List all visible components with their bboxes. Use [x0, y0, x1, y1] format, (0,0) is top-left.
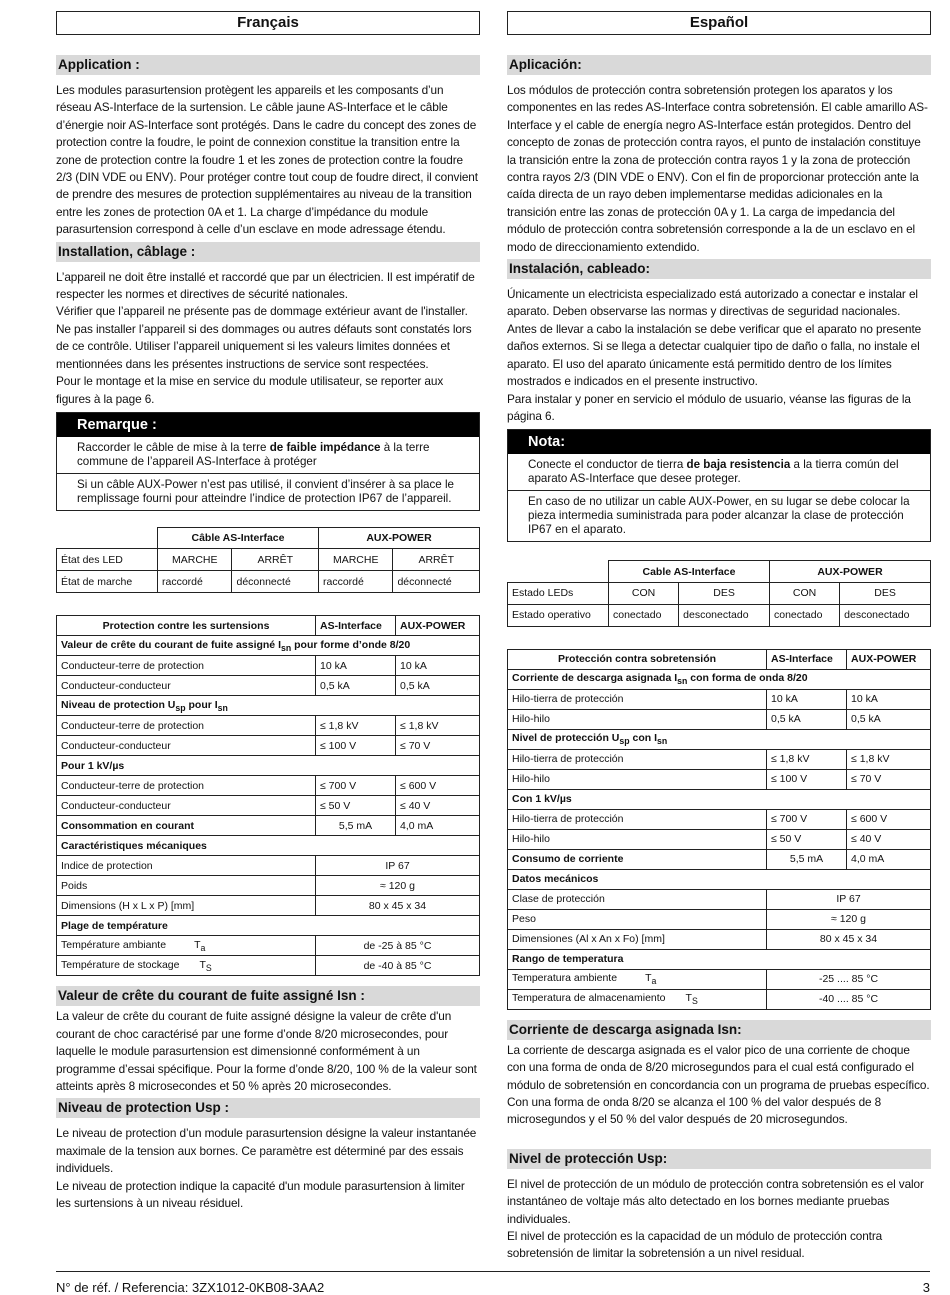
table-row: Consumo de corriente 5,5 mA 4,0 mA: [508, 849, 931, 869]
table-row: Temperatura de almacenamiento $T_S$ -40 .... 85 °C: [508, 989, 931, 1009]
table-row: Conducteur-conducteur ≤ 50 V ≤ 40 V: [57, 796, 480, 816]
usp-text-es-2: El nivel de protección es la capacidad de un módulo de protección contra sobretensión de limitar la sobretensión a un nivel residual.: [507, 1229, 883, 1261]
installation-text-1: L’appareil ne doit être installé et raccordé que par un électricien. Il est impératif de respecter les normes et directives de sécurité nationales.: [56, 269, 475, 302]
usp-text-1: Le niveau de protection d’un module parasurtension désigne la valeur instantanée maximale de la tension aux bornes. Ce paramètre est déterminé par des essais individuels.: [56, 1126, 477, 1176]
table-row: Protection contre les surtensions AS-Interface AUX-POWER: [57, 616, 480, 636]
spec-table: Protection contre les surtensions AS-Interface AUX-POWER Valeur de crête du courant de fuite assigné $I_{sn}$ pour forme d’onde 8/20 Conducteur-terre de protection 10 kA 10 kA Conducteur-conducteur 0,5 kA 0,5 kA Niveau de protection $U_{sp}$ pour $I_{sn}$ Conducteur-terre de protection ≤ 1,8 kV ≤ 1,8 kV Conducteur-conducteur ≤ 100 V ≤ 70 V Pour 1 kV/µs Conducteur-terre de protection ≤ 700 V ≤ 600 V Conducteur-conducteur ≤ 50 V ≤ 40 V Consommation en courant 5,5 mA 4,0 mA Caractéristiques mécaniques Indice de protection IP 67 Poids ≈ 120 g Dimensions (H x L x P) [mm] 80 x 45 x 34 Plage de température Température ambiante $T_a$ de -25 à 85 °C Température de stockage $T_S$ de -40 à 85 °C: [56, 615, 480, 976]
instalacion-heading: Instalación, cableado:: [507, 259, 931, 279]
nota-box: [507, 429, 931, 542]
table-row: Conducteur-conducteur 0,5 kA 0,5 kA: [57, 676, 480, 696]
status-table: [56, 527, 480, 594]
table-row: Consommation en courant 5,5 mA 4,0 mA: [57, 816, 480, 836]
table-row: Dimensions (H x L x P) [mm] 80 x 45 x 34: [57, 896, 480, 916]
footer-divider: [56, 1271, 930, 1272]
table-row: Poids ≈ 120 g: [57, 876, 480, 896]
table-row: État des LED MARCHE ARRÊT MARCHE ARRÊT: [57, 549, 480, 571]
note-title: Remarque :: [57, 413, 479, 437]
isn-heading: Valeur de crête du courant de fuite assigné Isn :: [56, 986, 480, 1006]
spanish-header: Español: [507, 11, 931, 35]
table-row: Hilo-tierra de protección ≤ 1,8 kV ≤ 1,8 kV: [508, 749, 931, 769]
table-row: Hilo-hilo ≤ 100 V ≤ 70 V: [508, 769, 931, 789]
instalacion-text-1: Únicamente un electricista especializado está autorizado a conectar e instalar el aparato. Deben observarse las normas y directivas de seguridad nacionales.: [507, 287, 918, 319]
table-row: Conducteur-conducteur ≤ 100 V ≤ 70 V: [57, 736, 480, 756]
table-row: Hilo-hilo ≤ 50 V ≤ 40 V: [508, 829, 931, 849]
table-row: Conducteur-terre de protection ≤ 700 V ≤ 600 V: [57, 776, 480, 796]
status-header-cable: Câble AS-Interface: [158, 527, 319, 549]
table-row: Estado LEDs CON DES CON DES: [508, 582, 931, 604]
footer-reference: N° de réf. / Referencia: 3ZX1012-0KB08-3AA2: [56, 1280, 325, 1295]
table-row: Peso ≈ 120 g: [508, 909, 931, 929]
table-row: Hilo-tierra de protección ≤ 700 V ≤ 600 V: [508, 809, 931, 829]
nota-item-tierra: Conecte el conductor de tierra de baja resistencia a la tierra común del aparato AS-Interface que desee proteger.: [528, 458, 899, 486]
nota-item-aux-power: En caso de no utilizar un cable AUX-Power, en su lugar se debe colocar la pieza intermedia suministrada para poder alcanzar la clase de protección IP67 en el aparato.: [508, 490, 930, 541]
application-text: Les modules parasurtension protègent les appareils et les composants d’un réseau AS-Interface de la surtension. Le câble jaune AS-Interface et le câble d’énergie noir AS-Interface sont protégés. Dans le cadre du concept des zones de protection contre la foudre, le point de connexion constitue la transition entre la zone de protection contre la foudre 1 et les zones de protection contre la foudre 2/3 (DIN VDE ou ENV). Pour protéger contre tout coup de foudre direct, il convient de prendre des mesures de protection supplémentaires au niveau de la transition entre les zones de protection 0A et 1. La charge d’impédance du module parasurtension correspond à celle d’un esclave en mode adressage étendu.: [56, 83, 478, 237]
table-row: Indice de protection IP 67: [57, 856, 480, 876]
isn-text-es-1: La corriente de descarga asignada es el valor pico de una corriente de choque con una forma de onda de 8/20 microsegundos para el cual está configurado el módulo de sobretensión en concordancia con un programa de pruebas específico.: [507, 1042, 930, 1092]
table-row: Hilo-tierra de protección 10 kA 10 kA: [508, 689, 931, 709]
table-row: Température ambiante $T_a$ de -25 à 85 °C: [57, 936, 480, 956]
table-row: Protección contra sobretensión AS-Interface AUX-POWER: [508, 649, 931, 669]
note-item-ground: Raccorder le câble de mise à la terre de faible impédance à la terre commune de l’appareil AS-Interface à protéger: [77, 440, 430, 468]
application-heading: Application :: [56, 55, 480, 75]
aplicacion-text: Los módulos de protección contra sobretensión protegen los aparatos y los componentes en las redes AS-Interface contra sobretensión. El cable amarillo AS-Interface y el cable de energía negro AS-Interface están protegidos. Dentro del concepto de zonas de protección contra rayos, el punto de instalación constituye la transición entre la zona de protección contra rayos 1 y la zona de protección contra rayos 2/3 (DIN VDE o ENV). Con el fin de proporcionar protección ante la caída directa de un rayo deben implementarse medidas adicionales en la transición entre las zonas de protección 0A y 1. La carga de impedancia del módulo de protección contra sobretensión corresponde a la de un esclavo en el modo de direccionamiento extendido.: [507, 83, 928, 254]
status-header-aux: AUX-POWER: [318, 527, 479, 549]
french-column: [56, 11, 480, 1212]
isn-heading-es: Corriente de descarga asignada Isn:: [507, 1020, 931, 1040]
isn-text-es-2: Con una forma de onda 8/20 se alcanza el 100 % del valor después de 8 microsegundos y el 50 % del valor después de 20 microsegundos.: [507, 1095, 882, 1127]
isn-text: La valeur de crête du courant de fuite assigné désigne la valeur de crête d'un courant de choc caractérisé par une forme d’onde 8/20 microsecondes, pour laquelle le module parasurtension est dimensionné conformément à un programme d’essai spécifique. Pour la forme d’onde 8/20, 100 % de la valeur sont atteints après 8 microsecondes et 50 % après 20 microsecondes.: [56, 1009, 477, 1094]
usp-text-es-1: El nivel de protección de un módulo de protección contra sobretensión es el valor instantáneo de voltaje más alto detectado en los bornes mediante pruebas individuales.: [507, 1176, 924, 1226]
table-row: Température de stockage $T_S$ de -40 à 85 °C: [57, 956, 480, 976]
table-row: Conducteur-terre de protection 10 kA 10 kA: [57, 656, 480, 676]
table-row: Estado operativo conectado desconectado conectado desconectado: [508, 604, 931, 626]
spanish-column: [507, 11, 931, 1263]
table-row: Dimensiones (Al x An x Fo) [mm] 80 x 45 x 34: [508, 929, 931, 949]
estado-header-aux: AUX-POWER: [769, 561, 930, 583]
installation-text-3: Pour le montage et la mise en service du module utilisateur, se reporter aux figures à la page 6.: [56, 374, 444, 406]
french-header: Français: [56, 11, 480, 35]
instalacion-text-2: Antes de llevar a cabo la instalación se debe verificar que el aparato no presente daños externos. Si se llega a detectar cualquier tipo de daño o falla, no instale el aparato. El uso del aparato únicamente está permitido dentro de los límites mostrados e indicados en el presente instructivo.: [507, 321, 922, 389]
estado-table: [507, 560, 931, 627]
instalacion-text-3: Para instalar y poner en servicio el módulo de usuario, véanse las figuras de la página 6.: [507, 391, 911, 423]
usp-heading: Niveau de protection Usp :: [56, 1098, 480, 1118]
installation-text-2: Vérifier que l’appareil ne présente pas de dommage extérieur avant de l'installer. Ne pas installer l’appareil si des dommages ou autres défauts sont constatés lors de ce contrôle. Utiliser l’appareil uniquement si les valeurs limites données et mentionnées dans les présentes instructions de service sont respectées.: [56, 304, 472, 371]
note-box: [56, 412, 480, 511]
aplicacion-heading: Aplicación:: [507, 55, 931, 75]
table-row: État de marche raccordé déconnecté raccordé déconnecté: [57, 571, 480, 593]
installation-heading: Installation, câblage :: [56, 242, 480, 262]
note-item-aux-power: Si un câble AUX-Power n’est pas utilisé, il convient d’insérer à sa place le remplissage fourni pour atteindre l’indice de protection IP67 de l’appareil.: [57, 473, 479, 510]
table-row: Conducteur-terre de protection ≤ 1,8 kV ≤ 1,8 kV: [57, 716, 480, 736]
table-row: Hilo-hilo 0,5 kA 0,5 kA: [508, 709, 931, 729]
page-number: 3: [922, 1280, 930, 1295]
usp-text-2: Le niveau de protection indique la capacité d'un module parasurtension à limiter les surtensions à un niveau résiduel.: [56, 1178, 465, 1211]
proteccion-table: Protección contra sobretensión AS-Interface AUX-POWER Corriente de descarga asignada $I_{sn}$ con forma de onda 8/20 Hilo-tierra de protección 10 kA 10 kA Hilo-hilo 0,5 kA 0,5 kA Nivel de protección $U_{sp}$ con $I_{sn}$ Hilo-tierra de protección ≤ 1,8 kV ≤ 1,8 kV Hilo-hilo ≤ 100 V ≤ 70 V Con 1 kV/µs Hilo-tierra de protección ≤ 700 V ≤ 600 V Hilo-hilo ≤ 50 V ≤ 40 V Consumo de corriente 5,5 mA 4,0 mA Datos mecánicos Clase de protección IP 67 Peso ≈ 120 g Dimensiones (Al x An x Fo) [mm] 80 x 45 x 34 Rango de temperatura Temperatura ambiente $T_a$ -25 .... 85 °C Temperatura de almacenamiento $T_S$ -40 .... 85 °C: [507, 649, 931, 1010]
usp-heading-es: Nivel de protección Usp:: [507, 1149, 931, 1169]
nota-title: Nota:: [508, 430, 930, 454]
table-row: Clase de protección IP 67: [508, 889, 931, 909]
estado-header-cable: Cable AS-Interface: [609, 561, 770, 583]
table-row: Temperatura ambiente $T_a$ -25 .... 85 °C: [508, 969, 931, 989]
